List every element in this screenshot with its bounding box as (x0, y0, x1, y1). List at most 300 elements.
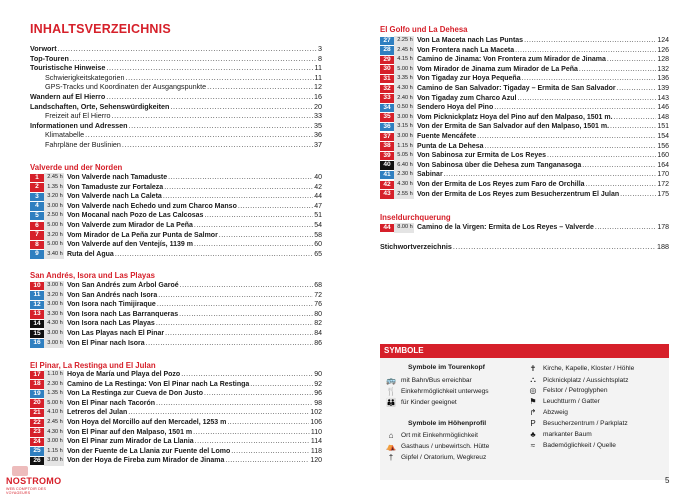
tour-number: 41 (380, 171, 394, 179)
tour-entry[interactable] (30, 329, 322, 339)
leader-dots (238, 202, 313, 212)
leader-dots (586, 180, 657, 190)
tour-title: Von Tamaduste zur Fortaleza (67, 183, 164, 191)
tour-title: Von Mocanal nach Pozo de Las Calcosas (67, 212, 204, 220)
legend-label: mit Bahn/Bus erreichbar (401, 377, 472, 384)
tour-number: 3 (30, 193, 44, 201)
legend-label: Ort mit Einkehrmöglichkeit (401, 432, 478, 439)
tour-page: 92 (314, 380, 322, 388)
legend-item (384, 376, 472, 385)
section-title: El Pinar, La Restinga und El Julan (30, 361, 156, 370)
tour-duration: 3.00 h (44, 456, 64, 466)
tour-number: 35 (380, 113, 394, 121)
tour-entry[interactable] (380, 55, 669, 65)
toc-entry[interactable] (30, 111, 322, 121)
tour-duration: 1.35 h (44, 183, 64, 193)
tour-number: 2 (30, 183, 44, 191)
tour-number: 12 (30, 301, 44, 309)
leader-dots (168, 173, 313, 183)
tour-entry[interactable] (380, 94, 669, 104)
tour-title: Von Isora nach Timijiraque (67, 301, 156, 309)
legend-label: Leuchtturm / Gatter (543, 398, 600, 405)
tour-page: 164 (657, 161, 669, 169)
leader-dots (181, 370, 313, 380)
legend-item (526, 408, 568, 417)
tour-entry[interactable] (380, 151, 669, 161)
toc-entry-title: Freizeit auf El Hierro (45, 111, 111, 121)
toc-entry-page: 35 (314, 120, 322, 130)
nostromo-logo (6, 466, 62, 496)
legend-icon: ⛬ (530, 375, 536, 384)
leader-dots (610, 122, 656, 132)
tour-number: 4 (30, 202, 44, 210)
tour-entry[interactable] (380, 74, 669, 84)
toc-general (30, 44, 322, 150)
toc-entry-title: Landschaften, Orte, Sehenswürdigkeiten (30, 101, 170, 111)
tour-title: Vom Mirador de La Peña zur Punta de Salmor (67, 231, 218, 239)
tour-page: 86 (314, 339, 322, 347)
leader-dots (582, 161, 656, 171)
leader-dots (170, 102, 313, 112)
leader-dots (156, 399, 313, 409)
tour-page: 40 (314, 174, 322, 181)
toc-entry[interactable] (30, 130, 322, 140)
tour-page: 120 (310, 457, 322, 465)
legend-icon: ✝ (529, 364, 537, 373)
tour-page: 65 (314, 250, 322, 258)
tour-page: 148 (657, 113, 669, 121)
tour-duration: 2.55 h (394, 190, 414, 200)
tour-page: 136 (657, 75, 669, 83)
tour-title: Von El Pinar nach Tacorón (67, 399, 156, 407)
tour-duration: 2.45 h (44, 418, 64, 428)
tour-page: 143 (657, 94, 669, 102)
tour-title: Vom Picknickplatz Hoya del Pino auf den Malpaso, 1501 m. (417, 113, 613, 121)
toc-entry-title: Klimatabelle (45, 130, 85, 140)
legend-item (384, 387, 489, 396)
tour-duration: 3.00 h (44, 281, 64, 291)
tour-entry[interactable] (30, 370, 322, 380)
tour-entry[interactable] (380, 132, 669, 142)
toc-entry[interactable] (30, 73, 322, 83)
leader-dots (112, 111, 313, 121)
tour-title: Hoya de María und Playa del Pozo (67, 371, 181, 378)
legend-icon: ♣ (530, 430, 536, 439)
tour-entry[interactable] (30, 183, 322, 193)
tour-duration: 5.00 h (44, 399, 64, 409)
leader-dots (617, 84, 657, 94)
tour-number: 6 (30, 222, 44, 230)
leader-dots (179, 310, 313, 320)
leader-dots (70, 54, 317, 64)
tour-duration: 2.40 h (394, 94, 414, 104)
tour-page: 156 (657, 142, 669, 150)
tour-entry[interactable] (380, 113, 669, 123)
tour-entry[interactable] (30, 192, 322, 202)
tour-page: 102 (310, 409, 322, 417)
tour-title: Von Valverde nach La Caleta (67, 193, 162, 201)
tour-entry[interactable] (30, 211, 322, 221)
leader-dots (515, 46, 656, 56)
tour-page: 60 (314, 241, 322, 249)
toc-entry[interactable] (30, 121, 322, 131)
leader-dots (231, 447, 310, 457)
tour-page: 139 (657, 85, 669, 92)
toc-entry[interactable] (30, 54, 322, 64)
tour-entry[interactable] (380, 103, 669, 113)
tour-number: 36 (380, 123, 394, 131)
leader-dots (204, 211, 313, 221)
legend-label: Bademöglichkeit / Quelle (543, 442, 616, 449)
tour-title: Von La Maceta nach Las Puntas (417, 37, 524, 44)
toc-entry-page: 11 (314, 63, 322, 73)
tour-duration: 5.00 h (394, 65, 414, 75)
tour-title: Letreros del Julan (67, 409, 128, 417)
leader-dots (129, 121, 313, 131)
leader-dots (494, 103, 656, 113)
tour-number: 15 (30, 330, 44, 338)
leader-dots (620, 190, 656, 200)
toc-entry-page: 37 (314, 139, 322, 149)
tour-duration: 1.15 h (394, 142, 414, 152)
tour-duration: 3.35 h (394, 74, 414, 84)
leader-dots (126, 73, 314, 83)
legend-label: für Kinder geeignet (401, 399, 457, 406)
toc-entry[interactable] (30, 63, 322, 73)
leader-dots (453, 242, 656, 252)
leader-dots (158, 291, 313, 301)
leader-dots (194, 221, 313, 231)
tour-title: Von Valverde zum Mirador de La Peña (67, 222, 193, 229)
leader-dots (607, 55, 656, 65)
tour-duration: 2.45 h (44, 173, 64, 183)
leader-dots (146, 339, 314, 349)
tour-duration: 5.00 h (44, 221, 64, 231)
leader-dots (122, 140, 313, 150)
tour-page: 151 (657, 123, 669, 131)
tour-entry[interactable] (30, 221, 322, 231)
tour-entry[interactable] (30, 418, 322, 428)
tour-duration: 4.30 h (394, 180, 414, 190)
tour-title: Fuente Mencáfete (417, 133, 477, 140)
leader-dots (219, 231, 313, 241)
tour-page: 128 (657, 56, 669, 64)
tour-entry[interactable] (30, 173, 322, 183)
tour-duration: 0.50 h (394, 103, 414, 113)
tour-duration: 3.00 h (394, 132, 414, 142)
tour-duration: 8.00 h (394, 223, 414, 233)
leader-dots (156, 319, 313, 329)
page-number: 5 (665, 476, 670, 485)
tour-entry[interactable] (380, 65, 669, 75)
toc-entry[interactable] (30, 92, 322, 102)
leader-dots (157, 300, 313, 310)
tour-title: Von San Andrés zum Árbol Garoé (67, 282, 179, 289)
tour-entry[interactable] (380, 36, 669, 46)
leader-dots (193, 428, 310, 438)
leader-dots (163, 192, 313, 202)
leader-dots (194, 240, 313, 250)
legend-subtitle-tour-head: Symbole im Tourenkopf (408, 364, 485, 371)
leader-dots (106, 92, 313, 102)
tour-page: 118 (310, 447, 322, 455)
leader-dots (106, 63, 313, 73)
legend-icon: ⚑ (529, 397, 537, 406)
tour-page: 47 (314, 202, 322, 210)
tour-entry[interactable] (30, 310, 322, 320)
tour-duration: 3.00 h (394, 113, 414, 123)
page-title: INHALTSVERZEICHNIS (30, 22, 171, 36)
tour-title: Von Tigaday zum Charco Azul (417, 94, 517, 102)
tour-number: 22 (30, 419, 44, 427)
tour-duration: 4.30 h (44, 428, 64, 438)
toc-entry[interactable] (30, 102, 322, 112)
tour-number: 10 (30, 282, 44, 290)
tour-entry[interactable] (30, 380, 322, 390)
logo-mark (12, 466, 28, 476)
tour-entry[interactable] (380, 122, 669, 132)
legend-label: Felstor / Petroglyphen (543, 387, 608, 394)
tour-duration: 3.30 h (44, 310, 64, 320)
tour-entry[interactable] (30, 250, 322, 260)
tour-number: 33 (380, 94, 394, 102)
tour-duration: 3.00 h (44, 202, 64, 212)
tour-title: Von El Pinar auf den Malpaso, 1501 m (67, 428, 193, 436)
tour-number: 25 (30, 447, 44, 455)
tour-page: 132 (657, 65, 669, 73)
tour-number: 19 (30, 390, 44, 398)
leader-dots (579, 65, 656, 75)
tour-number: 28 (380, 46, 394, 54)
leader-dots (128, 408, 309, 418)
tour-entry[interactable] (30, 456, 322, 466)
legend-label: Picknickplatz / Aussichtsplatz (543, 376, 629, 384)
tour-title: Camino de San Salvador: Tigaday – Ermita de San Salvador (417, 85, 616, 92)
tour-duration: 1.10 h (44, 370, 64, 380)
tour-number: 31 (380, 75, 394, 83)
tour-page: 114 (310, 438, 322, 446)
tour-entry[interactable] (380, 84, 669, 94)
tour-duration: 1.35 h (44, 389, 64, 399)
tour-entry[interactable] (30, 408, 322, 418)
tour-title: Vom Mirador de Jinama zum Mirador de La Peña (417, 65, 578, 73)
tour-number: 38 (380, 142, 394, 150)
legend-item (526, 386, 608, 395)
tour-number: 44 (380, 224, 394, 232)
legend-label: Kirche, Kapelle, Kloster / Höhle (543, 365, 635, 372)
tour-page: 42 (314, 183, 322, 191)
tour-title: Von Hoya del Morcillo auf den Mercadel, 1253 m (67, 419, 227, 426)
tour-title: Von La Restinga zur Cueva de Don Justo (67, 390, 204, 398)
leader-dots (517, 94, 656, 104)
tour-page: 154 (657, 133, 669, 140)
tour-number: 23 (30, 428, 44, 436)
leader-dots (58, 44, 317, 54)
tour-entry[interactable] (380, 190, 669, 200)
tour-number: 24 (30, 438, 44, 446)
tour-entry[interactable] (380, 180, 669, 190)
tour-page: 84 (314, 330, 322, 337)
tour-page: 90 (314, 371, 322, 378)
tour-duration: 3.00 h (44, 437, 64, 447)
legend-title: SYMBOLE (380, 344, 669, 358)
tour-duration: 3.20 h (44, 291, 64, 301)
tour-duration: 3.00 h (44, 339, 64, 349)
tour-number: 21 (30, 409, 44, 417)
toc-entry-title: Informationen und Adressen (30, 120, 128, 130)
leader-dots (614, 113, 657, 123)
tour-number: 14 (30, 320, 44, 328)
leader-dots (207, 82, 313, 92)
legend-body (380, 358, 669, 480)
tour-entry[interactable] (380, 223, 669, 233)
leader-dots (85, 130, 313, 140)
tour-title: Camino de Jinama: Von Frontera zum Mirador de Jinama (417, 56, 606, 64)
toc-entry[interactable] (380, 242, 669, 252)
tour-number: 11 (30, 291, 44, 299)
tour-title: Von Valverde nach Echedo und zum Charco Manso (67, 202, 237, 210)
tour-duration: 3.15 h (394, 122, 414, 132)
tour-number: 13 (30, 310, 44, 318)
tour-number: 40 (380, 161, 394, 169)
tour-number: 17 (30, 371, 44, 379)
legend-item (384, 442, 489, 451)
tour-page: 44 (314, 193, 322, 201)
toc-entry-page: 16 (314, 91, 322, 101)
legend-icon: 👪 (386, 398, 396, 407)
tour-page: 72 (314, 291, 322, 299)
tour-title: Von El Pinar nach Isora (67, 339, 145, 347)
section-title: El Golfo und La Dehesa (380, 25, 468, 34)
toc-entry-title: GPS-Tracks und Koordinaten der Ausgangspunkte (45, 82, 207, 92)
toc-entry-title: Fahrpläne der Buslinien (45, 139, 121, 149)
tour-entry[interactable] (380, 161, 669, 171)
tour-entry[interactable] (30, 202, 322, 212)
legend-label: Besucherzentrum / Parkplatz (543, 420, 628, 427)
tour-page: 96 (314, 390, 322, 398)
tour-duration: 2.25 h (394, 36, 414, 46)
tour-number: 37 (380, 133, 394, 141)
tour-title: Von Tigaday zur Hoya Pequeña (417, 75, 521, 83)
tour-entry[interactable] (380, 46, 669, 56)
tour-duration: 6.40 h (394, 161, 414, 171)
tour-entry[interactable] (30, 389, 322, 399)
leader-dots (227, 418, 309, 428)
toc-entry[interactable] (30, 82, 322, 92)
index-entry[interactable] (380, 242, 669, 252)
legend-icon: ↱ (529, 408, 537, 417)
leader-dots (115, 250, 313, 260)
tour-entry[interactable] (30, 447, 322, 457)
tour-entry[interactable] (30, 428, 322, 438)
tour-title: Sendero Hoya del Pino (417, 104, 494, 112)
section-title: Inseldurchquerung (380, 213, 451, 222)
tour-title: Von Isora nach Las Barranqueras (67, 310, 179, 318)
toc-entry-title: Stichwortverzeichnis (380, 242, 452, 251)
toc-entry-page: 11 (314, 72, 322, 82)
tour-entry[interactable] (30, 437, 322, 447)
tour-number: 9 (30, 250, 44, 258)
legend-icon: ⌂ (388, 431, 394, 440)
tour-entry[interactable] (30, 319, 322, 329)
tour-title: Von El Pinar zum Mirador de La Llania (67, 438, 194, 446)
legend-icon: † (388, 453, 394, 462)
tour-title: Von Frontera nach La Maceta (417, 46, 515, 54)
legend-subtitle-profile: Symbole im Höhenprofil (408, 420, 487, 427)
tour-number: 18 (30, 380, 44, 388)
tour-title: Von Sabinosa zur Ermita de Los Reyes (417, 152, 547, 160)
tour-entry[interactable] (30, 281, 322, 291)
section-title: Valverde und der Norden (30, 163, 123, 172)
tour-title: Von Las Playas nach El Pinar (67, 330, 165, 337)
toc-entry-page: 12 (314, 82, 322, 92)
tour-title: Von Valverde nach Tamaduste (67, 174, 168, 181)
leader-dots (485, 142, 657, 152)
tour-duration: 2.30 h (394, 170, 414, 180)
toc-entry[interactable] (30, 140, 322, 150)
tour-entry[interactable] (30, 300, 322, 310)
tour-title: Von der Hoya de Fireba zum Mirador de Jinama (67, 457, 225, 465)
tour-page: 160 (657, 152, 669, 160)
legend-item (526, 430, 592, 439)
toc-entry[interactable] (30, 44, 322, 54)
tour-entry[interactable] (30, 399, 322, 409)
leader-dots (524, 36, 656, 46)
tour-number: 32 (380, 85, 394, 93)
tour-duration: 4.30 h (394, 84, 414, 94)
tour-number: 34 (380, 104, 394, 112)
legend-icon: ⛺ (386, 442, 396, 451)
tour-entry[interactable] (30, 231, 322, 241)
tour-page: 98 (314, 399, 322, 407)
tour-number: 7 (30, 231, 44, 239)
tour-title: Punta de La Dehesa (417, 142, 484, 150)
tour-title: Von Valverde auf den Ventejís, 1139 m (67, 241, 193, 249)
legend-label: Gasthaus / unbewirtsch. Hütte (401, 443, 490, 450)
tour-number: 5 (30, 212, 44, 220)
tour-entry[interactable] (380, 142, 669, 152)
leader-dots (595, 223, 656, 233)
tour-page: 76 (314, 301, 322, 309)
tour-page: 51 (314, 212, 322, 220)
leader-dots (204, 389, 313, 399)
tour-title: Von San Andrés nach Isora (67, 291, 158, 299)
toc-entry-page: 3 (318, 44, 322, 53)
leader-dots (547, 151, 656, 161)
tour-number: 20 (30, 399, 44, 407)
tour-title: Von der Fuente de La Llania zur Fuente del Lomo (67, 447, 231, 455)
tour-page: 146 (657, 104, 669, 112)
tour-entry[interactable] (30, 240, 322, 250)
tour-page: 106 (310, 419, 322, 426)
tour-page: 82 (314, 320, 322, 328)
tour-entry[interactable] (380, 170, 669, 180)
tour-duration: 5.00 h (44, 240, 64, 250)
tour-title: Von der Ermita de San Salvador auf den Malpaso, 1501 m. (417, 123, 610, 131)
toc-entry-page: 36 (314, 130, 322, 140)
tour-entry[interactable] (30, 339, 322, 349)
tour-duration: 3.40 h (44, 250, 64, 260)
toc-entry-title: Touristische Hinweise (30, 63, 106, 73)
tour-page: 170 (657, 171, 669, 179)
toc-entry-page: 33 (314, 111, 322, 121)
tour-entry[interactable] (30, 291, 322, 301)
tour-duration: 3.00 h (44, 329, 64, 339)
tour-duration: 5.05 h (394, 151, 414, 161)
leader-dots (164, 183, 313, 193)
legend-icon: 🚌 (386, 376, 396, 385)
tour-page: 58 (314, 231, 322, 239)
